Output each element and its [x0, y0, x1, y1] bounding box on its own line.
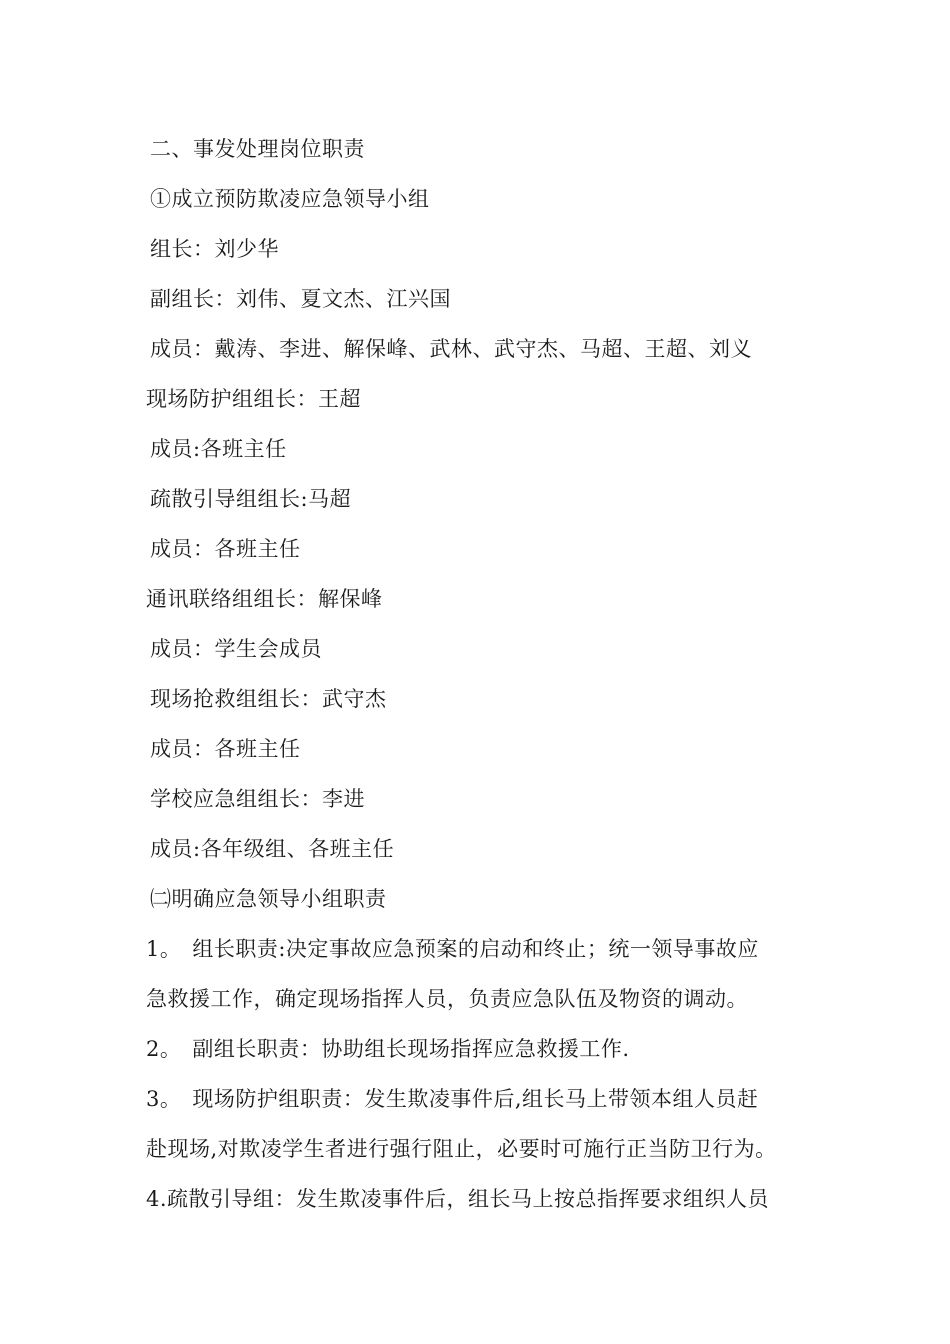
text-line: 成员:各年级组、各班主任 [150, 837, 395, 861]
text-line: 现场抢救组组长：武守杰 [150, 687, 387, 711]
paragraph-line: 1。 组长职责:决定事故应急预案的启动和终止；统一领导事故应 [146, 937, 759, 961]
text-line: 成员：戴涛、李进、解保峰、武林、武守杰、马超、王超、刘义 [150, 337, 752, 361]
text-line: 副组长：刘伟、夏文杰、江兴国 [150, 287, 451, 311]
text-line: 成员：各班主任 [150, 737, 301, 761]
paragraph-line: 3。 现场防护组职责：发生欺凌事件后,组长马上带领本组人员赶 [146, 1087, 759, 1111]
section-heading: 二、事发处理岗位职责 [150, 137, 365, 161]
subsection-heading: ①成立预防欺凌应急领导小组 [150, 187, 430, 211]
paragraph-line: 4.疏散引导组：发生欺凌事件后，组长马上按总指挥要求组织人员 [146, 1187, 770, 1211]
paragraph-line: 急救援工作，确定现场指挥人员，负责应急队伍及物资的调动。 [146, 987, 748, 1011]
text-line: 学校应急组组长：李进 [150, 787, 365, 811]
paragraph-line: 赴现场,对欺凌学生者进行强行阻止，必要时可施行正当防卫行为。 [146, 1137, 777, 1161]
paragraph-line: 2。 副组长职责：协助组长现场指挥应急救援工作. [146, 1037, 630, 1061]
text-line: 疏散引导组组长:马超 [150, 487, 352, 511]
text-line: 组长：刘少华 [150, 237, 279, 261]
text-line: 成员：各班主任 [150, 537, 301, 561]
text-line: 成员:各班主任 [150, 437, 287, 461]
subsection-heading: ㈡明确应急领导小组职责 [150, 887, 387, 911]
text-line: 通讯联络组组长：解保峰 [146, 587, 383, 611]
text-line: 现场防护组组长：王超 [146, 387, 361, 411]
text-line: 成员：学生会成员 [150, 637, 322, 661]
